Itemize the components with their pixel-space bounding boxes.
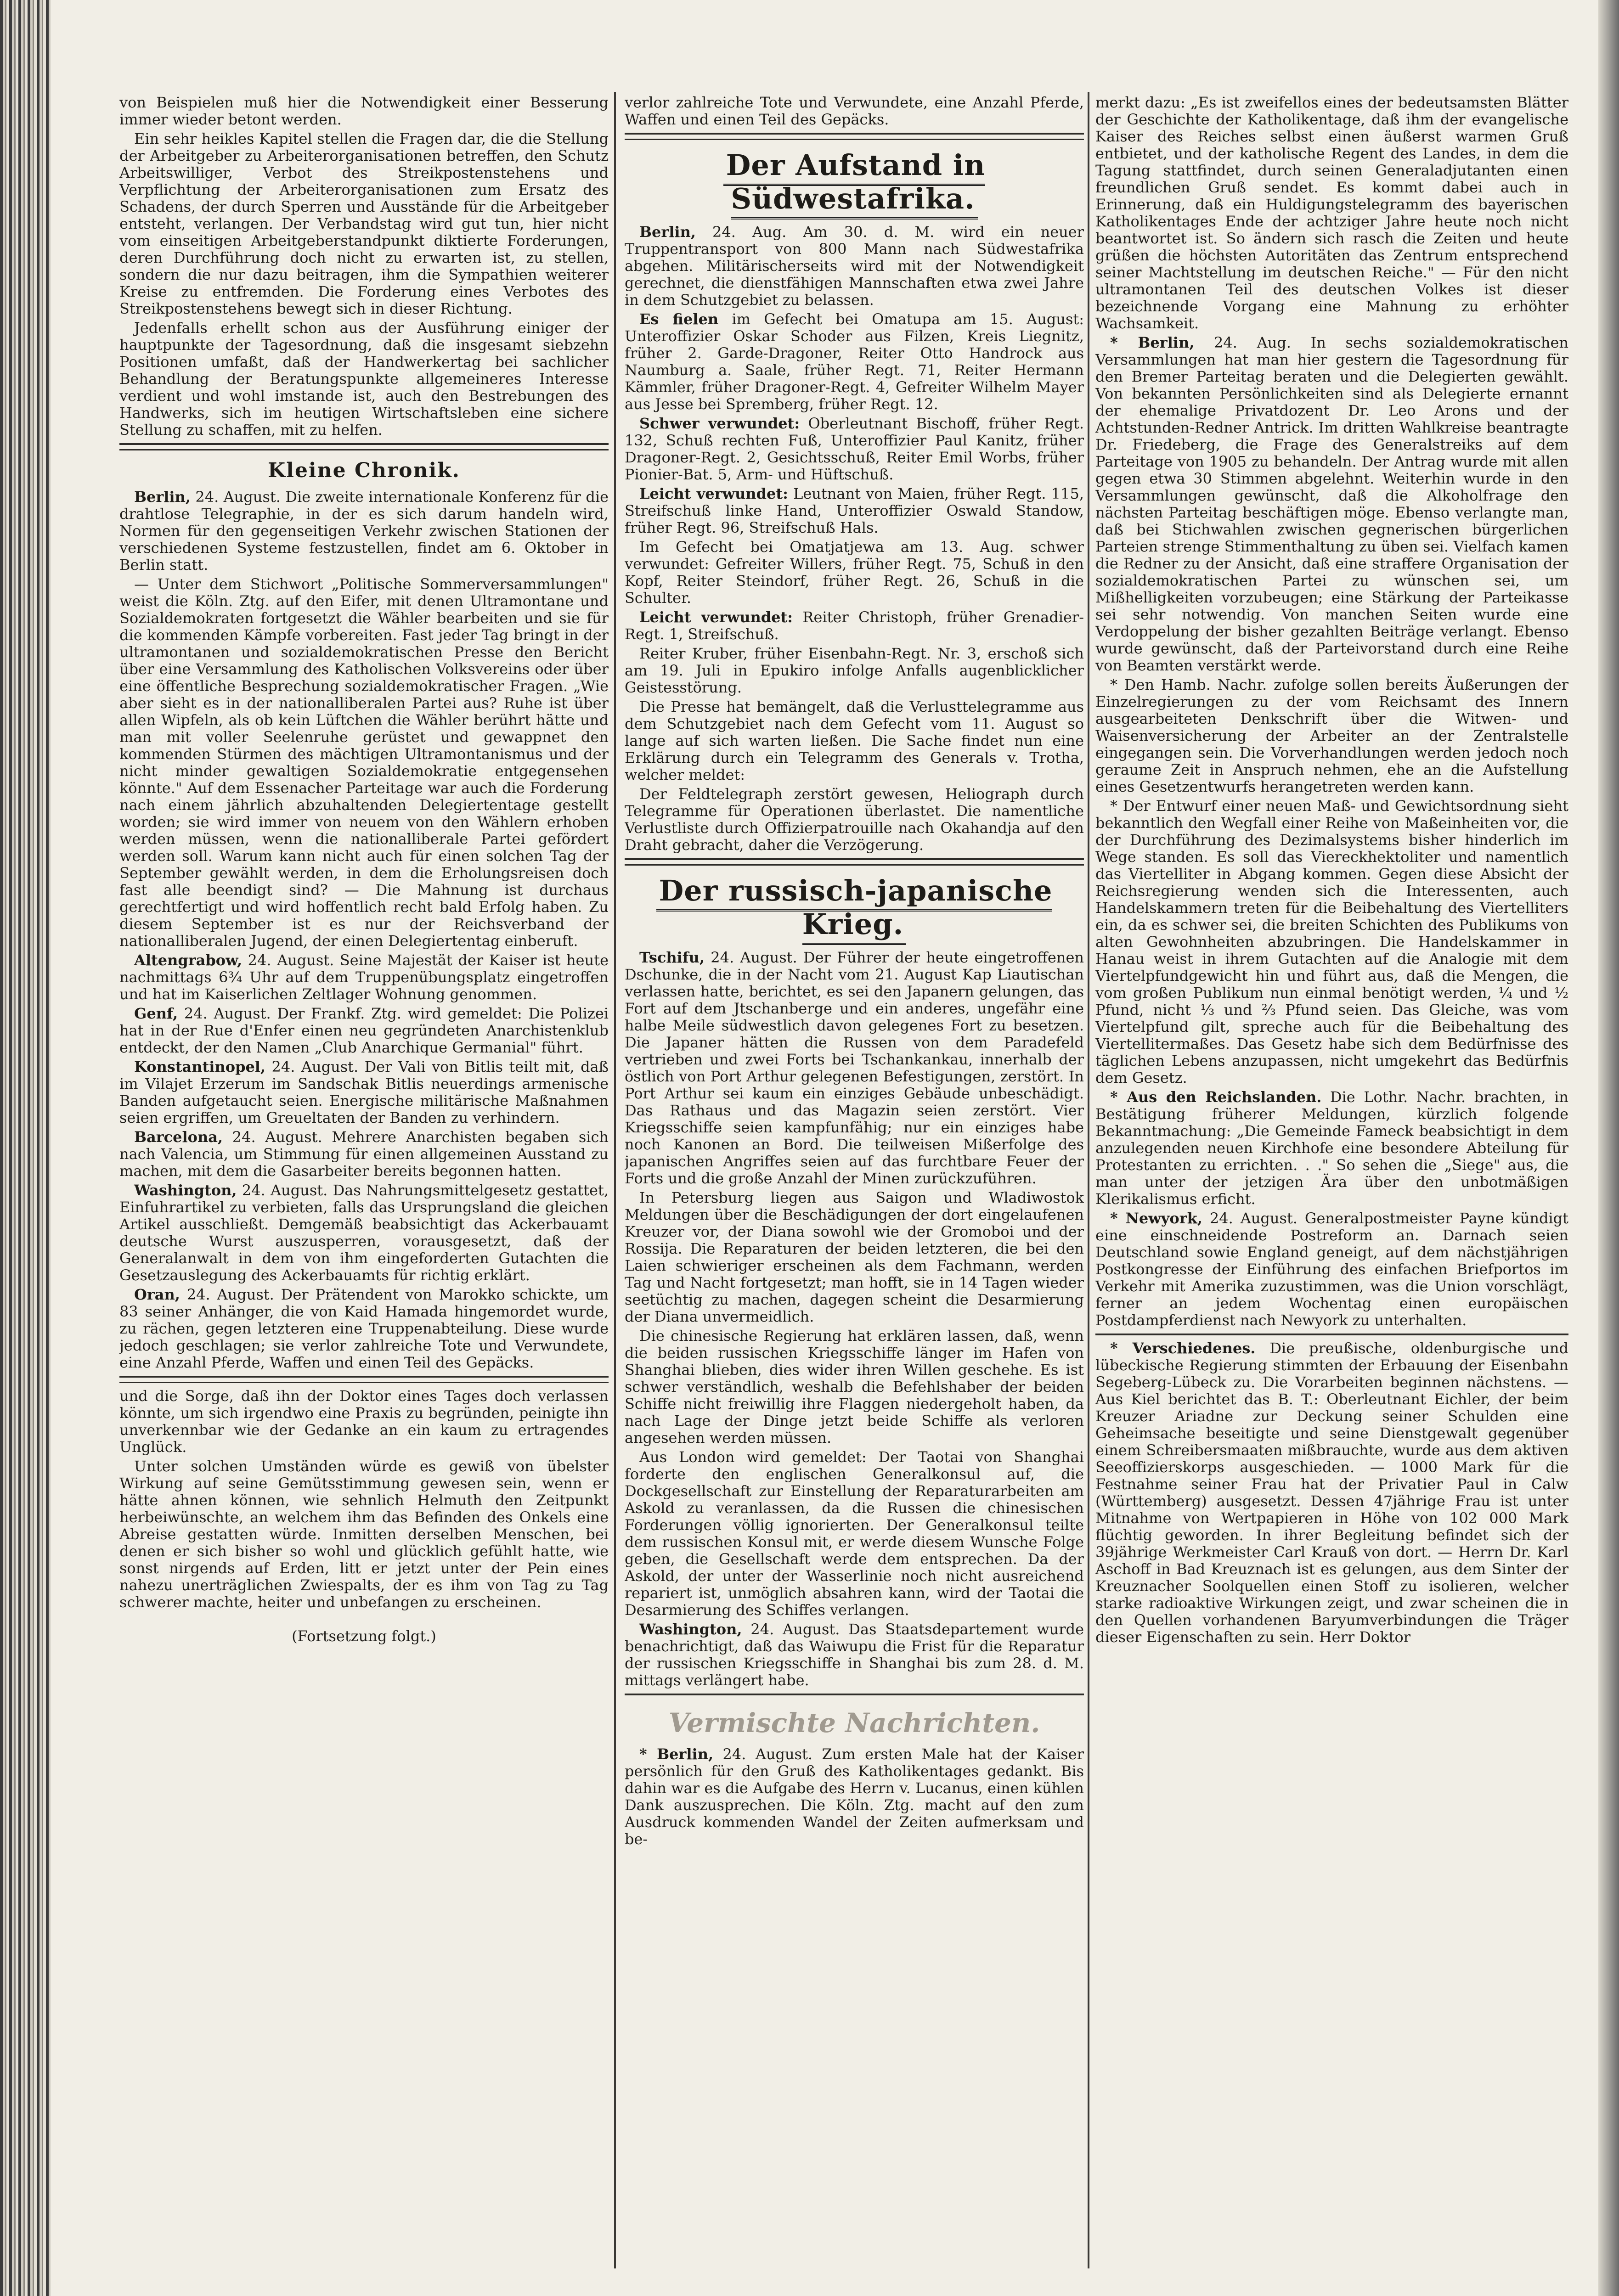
para-lead: * Newyork, — [1110, 1210, 1202, 1227]
news-item — [119, 1182, 609, 1284]
headline-krieg — [625, 874, 1084, 941]
para-text: 24. August. Der Vali von Bitlis teilt mit, daß im Vilajet Erzerum im Sandschak Bitlis neuerdings armenische Banden aufgetaucht seien. Energische militärische Maßnahmen seien ergriffen, um Greueltaten der Banden zu verhindern. — [119, 1058, 609, 1126]
para-text: 24. August. Der Führer der heute eingetroffenen Dschunke, die in der Nacht vom 21. August Kap Liautischan verlassen hatte, berichtet, es sei den Japanern gelungen, das Fort auf dem Jtschanberge und ein anderes, ungefähr eine halbe Meile südwestlich davon gelegenes Fort zu besetzen. Die Japaner hätten die Russen von dem Paradefeld vertrieben und zwei Forts bei Tschankankau, innerhalb der östlich von Port Arthur gelegenen Befestigungen, zerstört. In Port Arthur sei kaum ein einziges Gebäude unbeschädigt. Das Rathaus und das Magazin seien zerstört. Vier Kriegsschiffe seien kampfunfähig; nur ein einziges habe noch Kanonen an Bord. Die teilweisen Mißerfolge des japanischen Angriffes seien auf das furchtbare Feuer der Forts und die große Anzahl der Minen zurückzuführen. — [625, 949, 1084, 1187]
column-rule-2 — [1088, 92, 1089, 2268]
news-item — [119, 1286, 609, 1371]
column-2 — [625, 94, 1084, 2271]
para-text: Ein sehr heikles Kapitel stellen die Fragen dar, die die Stellung der Arbeitgeber zu Arbeiterorganisationen betreffen, den Schutz Arbeitswilliger, Verbot des Streikpostenstehens und Verpflichtung der Arbeiterorganisationen zum Ersatz des Schadens, der durch Sperren und Ausstände für die Arbeitgeber entsteht, verlangen. Der Verbandstag wird gut tun, hier nicht vom einseitigen Arbeitgeberstandpunkt diktierte Forderungen, deren Durchführung doch nicht zu erwarten ist, zu stellen, sondern die nur dazu beitragen, ihm die Sympathien weiterer Kreise zu entfremden. Die Forderung eines Verbotes des Streikpostenstehens bewegt sich in dieser Richtung. — [119, 130, 609, 317]
para-text: im Gefecht bei Omatupa am 15. August: Unteroffizier Oskar Schoder aus Filzen, Kreis Liegnitz, früher 2. Garde-Dragoner, Reiter Otto Handrock aus Naumburg a. Saale, früher Regt. 71, Reiter Hermann Kämmler, früher Dragoner-Regt. 4, Gefreiter Wilhelm Mayer aus Jesse bei Spremberg, früher Regt. 12. — [625, 310, 1084, 413]
para-text: In Petersburg liegen aus Saigon und Wladiwostok Meldungen über die Beschädigungen der dort eingelaufenen Kreuzer vor, der Diana sowohl wie der Gromoboi und der Rossija. Die Reparaturen der beiden letzteren, die bei den Laien schwieriger erscheinen als dem Fachmann, werden Tag und Nacht fortgesetzt; man hofft, sie in 14 Tagen wieder seetüchtig zu machen, dagegen scheint die Desarmierung der Diana unvermeidlich. — [625, 1189, 1084, 1325]
news-item — [1095, 798, 1568, 1086]
news-item — [625, 224, 1084, 309]
para-lead: Barcelona, — [134, 1128, 223, 1146]
serial-paragraph — [119, 1458, 609, 1611]
news-item — [119, 952, 609, 1003]
section-divider — [625, 133, 1084, 140]
news-item — [625, 415, 1084, 483]
para-lead: Leicht verwundet: — [639, 485, 788, 502]
news-item — [625, 1746, 1084, 1848]
news-item — [625, 539, 1084, 607]
para-text: * Der Entwurf einer neuen Maß- und Gewichtsordnung sieht bekanntlich den Wegfall einer Reihe von Maßeinheiten vor, die der Durchführung des Dezimalsystems bisher hinderlich im Wege standen. Es soll das Viereckhektoliter und namentlich das Viertelliter in Abgang kommen. Gegen diese Absicht der Reichsregierung wenden sich die Interessenten, auch Handelskammern treten für die Beibehaltung des Viertelliters ein, da es schwer sei, die breiten Schichten des Publikums von alten Gewohnheiten abzubringen. Die Handelskammer in Hanau weist in ihrem Gutachten auf die Analogie mit dem Viertelpfundgewicht hin und führt aus, daß die Mengen, die vom großen Publikum nun einmal benötigt werden, ¼ und ½ Pfund, nicht ⅓ und ⅔ Pfund seien. Das Gleiche, was vom Viertelpfund gilt, spreche auch für die Beibehaltung des Viertellitermaßes. Das Gesetz habe sich dem Bedürfnisse des täglichen Lebens anzupassen, nicht umgekehrt das Bedürfnis dem Gesetz. — [1095, 797, 1568, 1086]
article-paragraph — [119, 320, 609, 439]
column-1 — [119, 94, 609, 2271]
para-text: 24. Aug. Am 30. d. M. wird ein neuer Truppentransport von 800 Mann nach Südwestafrika abgehen. Militärischerseits wird mit der Notwendigkeit gerechnet, die dienstfähigen Mannschaften etwa zwei Jahre in dem Schutzgebiet zu belassen. — [625, 223, 1084, 309]
para-lead: Berlin, — [639, 223, 696, 241]
column-rule-1 — [614, 92, 616, 2268]
para-text: 24. Aug. In sechs sozialdemokratischen Versammlungen hat man hier gestern die Tagesordnung für den Bremer Parteitag beraten und die Delegierten gewählt. Von bekannten Persönlichkeiten sind als Delegierte ernannt der ehemalige Privatdozent Dr. Leo Arons und der Achtstunden-Redner Antrick. Im dritten Wahlkreise beantragte Dr. Friedeberg, die Frage des Generalstreiks auf dem Parteitage von 1905 zu behandeln. Der Antrag wurde mit allen gegen etwa 30 Stimmen abgelehnt. Weiterhin wurde in den Versammlungen gewünscht, daß die Alkoholfrage den nächsten Parteitag beschäftigen möge. Ebenso verlangte man, daß bei Stichwahlen zwischen gegnerischen bürgerlichen Parteien strenge Stimmenthaltung zu üben sei. Vielfach kamen die Redner zu der Ansicht, daß eine straffere Organisation der sozialdemokratischen Partei zu wünschen sei, um Mißhelligkeiten vorzubeugen; eine Stärkung der Parteikasse sei sehr notwendig. Von manchen Seiten wurde eine Verdoppelung der bisher gezahlten Beiträge verlangt. Ebenso wurde gewünscht, daß der Parteivorstand durch eine Reihe von Beamten verstärkt werde. — [1095, 334, 1568, 674]
section-divider — [1095, 1334, 1568, 1335]
para-text: Reiter Kruber, früher Eisenbahn-Regt. Nr. 3, erschoß sich am 19. Juli in Epukiro infolge Anfalls augenblicklicher Geistesstörung. — [625, 645, 1084, 696]
headline-vermischte — [625, 1707, 1084, 1739]
para-text: Leutnant von Maien, früher Regt. 115, Streifschuß linke Hand, Unteroffizier Oswald Standow, früher Regt. 96, Streifschuß Hals. — [625, 485, 1084, 536]
para-lead: Es fielen — [639, 310, 719, 328]
headline-vermischte-text: Vermischte Nachrichten. — [668, 1707, 1040, 1739]
para-text: Aus London wird gemeldet: Der Taotai von Shanghai forderte den englischen Generalkonsul auf, die Dockgesellschaft zur Einstellung der Reparaturarbeiten am Askold zu veranlassen, da die Russen die chinesischen Forderungen völlig ignorierten. Der Generalkonsul teilte dem russischen Konsul mit, er werde diesem Wunsche Folge geben, die Gesellschaft werde dem entsprechen. Da der Askold, der unter der Wasserlinie noch nicht ausreichend repariert ist, unmöglich absahren kann, wird der Taotai die Desarmierung des Schiffes verlangen. — [625, 1448, 1084, 1619]
para-text: 24. August. Das Nahrungsmittelgesetz gestattet, Einfuhrartikel zu verbieten, falls das Ursprungsland die gleichen Artikel ausschließt. Demgemäß beabsichtigt das Ackerbauamt deutsche Wurst auszusperren, vorausgesetzt, daß der Generalanwalt in dem von ihm eingeforderten Gutachten die Gesetzauslegung des Ackerbauamts für richtig erklärt. — [119, 1182, 609, 1284]
para-text: verlor zahlreiche Tote und Verwundete, eine Anzahl Pferde, Waffen und einen Teil des Gepäcks. — [625, 94, 1084, 128]
article-paragraph — [119, 94, 609, 128]
para-text: Im Gefecht bei Omatjatjewa am 13. Aug. schwer verwundet: Gefreiter Willers, früher Regt. 75, Schuß in den Kopf, Reiter Steindorf, früher Regt. 26, Schuß in die Schulter. — [625, 538, 1084, 607]
para-text: 24. August. Der Frankf. Ztg. wird gemeldet: Die Polizei hat in der Rue d'Enfer einen neu gegründeten Anarchistenklub entdeckt, der den Namen „Club Anarchique Germanial" führt. — [119, 1005, 609, 1056]
news-item — [625, 1449, 1084, 1619]
headline-aufstand — [625, 148, 1084, 215]
para-lead: Washington, — [134, 1182, 237, 1199]
news-item — [625, 645, 1084, 696]
para-lead: Konstantinopel, — [134, 1058, 266, 1075]
para-lead: Altengrabow, — [134, 951, 243, 969]
para-text: * Den Hamb. Nachr. zufolge sollen bereits Äußerungen der Einzelregierungen zu der vom Reichsamt des Innern ausgearbeiteten Denkschrift über die Witwen- und Waisenversicherung der Arbeiter an der Zentralstelle eingegangen sein. Die Vorverhandlungen werden jedoch noch geraume Zeit in Anspruch nehmen, ehe an die Aufstellung eines Gesetzentwurfs herangetreten werden kann. — [1095, 676, 1568, 795]
para-text: 24. August. Die zweite internationale Konferenz für die drahtlose Telegraphie, in der es sich darum handeln wird, Normen für den gegenseitigen Verkehr zwischen Stationen der verschiedenen Systeme festzustellen, findet am 6. Oktober in Berlin statt. — [119, 488, 609, 574]
para-text: 24. August. Generalpostmeister Payne kündigt eine einschneidende Postreform an. Darnach seien Deutschland sowie England geneigt, auf dem nächstjährigen Postkongresse der Einführung des einfachen Briefportos im Verkehr mit Amerika zuzustimmen, was die Union vorschlägt, ferner an jedem Wochentag einen europäischen Postdampferdienst nach Newyork zu unterhalten. — [1095, 1210, 1568, 1329]
para-text: Reiter Christoph, früher Grenadier-Regt. 1, Streifschuß. — [625, 608, 1084, 643]
section-divider — [625, 1694, 1084, 1695]
news-item — [625, 786, 1084, 854]
news-item — [119, 1058, 609, 1126]
page-edge — [1598, 0, 1619, 2296]
news-item — [1095, 334, 1568, 674]
news-item — [119, 576, 609, 950]
para-lead: Schwer verwundet: — [639, 415, 800, 432]
continued-note: (Fortsetzung folgt.) — [292, 1627, 436, 1645]
para-text: 24. August. Seine Majestät der Kaiser ist heute nachmittags 6¾ Uhr auf dem Truppenübungsplatz eingetroffen und hat im Kaiserlichen Zeltlager Wohnung genommen. — [119, 951, 609, 1003]
section-divider — [119, 1376, 609, 1383]
news-item — [119, 1005, 609, 1056]
headline-aufstand-text: Der Aufstand in Südwestafrika. — [723, 148, 986, 219]
para-text: Die chinesische Regierung hat erklären lassen, daß, wenn die beiden russischen Kriegsschiffe länger im Hafen von Shanghai blieben, dies wider ihren Willen geschehe. Es ist schwer verständlich, weshalb die Befehlshaber der beiden Schiffe nicht freiwillig ihre Flaggen niedergeholt haben, da nach Lage der Dinge jetzt beide Schiffe als verloren angesehen werden müssen. — [625, 1327, 1084, 1446]
news-item — [625, 1189, 1084, 1325]
para-text: Die preußische, oldenburgische und lübeckische Regierung stimmten der Erbauung der Eisenbahn Segeberg-Lübeck zu. Die Vorarbeiten beginnen nächstens. — Aus Kiel berichtet das B. T.: Oberleutnant Eichler, der beim Kreuzer Ariadne zur Deckung seiner Schulden eine Geheimsache beseitigte und seine Dienstgewalt gegenüber einem Schreibersmaaten mißbrauchte, wurde aus dem aktiven Seeoffizierskorps ausgeschieden. — 1000 Mark für die Festnahme seiner Frau hat der Privatier Paul in Calw (Württemberg) ausgesetzt. Dessen 47jährige Frau ist unter Mitnahme von Wertpapieren in Höhe von 102 000 Mark flüchtig geworden. In ihrer Begleitung befindet sich der 39jährige Werkmeister Carl Krauß von dort. — Herrn Dr. Karl Aschoff in Bad Kreuznach ist es gelungen, aus dem Sinter der Kreuznacher Soolquellen einen Stoff zu isolieren, welcher starke radioaktive Wirkungen zeigt, und zwar scheinen die in den Quellen vorhandenen Baryumverbindungen die Träger dieser Eigenschaften zu sein. Herr Doktor — [1095, 1339, 1568, 1646]
news-item — [1095, 94, 1568, 332]
para-text: 24. August. Mehrere Anarchisten begaben sich nach Valencia, um Stimmung für einen allgemeinen Ausstand zu machen, mit dem die Gasarbeiter bereits begonnen hatten. — [119, 1128, 609, 1180]
carry-over-paragraph — [625, 94, 1084, 128]
para-lead: * Berlin, — [639, 1745, 714, 1763]
para-lead: Oran, — [134, 1286, 180, 1303]
news-item — [1095, 1340, 1568, 1646]
news-item — [625, 698, 1084, 783]
para-text: von Beispielen muß hier die Notwendigkeit einer Besserung immer wieder betont werden. — [119, 94, 609, 128]
para-text: 24. August. Das Staatsdepartement wurde benachrichtigt, daß das Waiwupu die Frist für die Reparatur der russischen Kriegsschiffe in Shanghai bis zum 28. d. M. mittags verlängert habe. — [625, 1621, 1084, 1689]
para-lead: Genf, — [134, 1005, 178, 1022]
headline-krieg-text: Der russisch-japanische Krieg. — [656, 874, 1053, 945]
column-3 — [1095, 94, 1568, 2271]
para-text: Die Lothr. Nachr. brachten, in Bestätigung früherer Meldungen, kürzlich folgende Bekanntmachung: „Die Gemeinde Fameck beabsichtigt in dem anzulegenden neuen Kirchhofe eine besondere Abteilung für Protestanten zu errichten. . ." So sehen die „Siege" aus, die man unter der jetzigen Ära über den unbotmäßigen Klerikalismus erficht. — [1095, 1088, 1568, 1208]
para-lead: * Verschiedenes. — [1110, 1339, 1256, 1357]
news-item — [625, 485, 1084, 536]
para-text: Die Presse hat bemängelt, daß die Verlusttelegramme aus dem Schutzgebiet nach dem Gefecht vom 11. August so lange auf sich warten ließen. Die Sache findet nun eine Erklärung durch ein Telegramm des Generals v. Trotha, welcher meldet: — [625, 698, 1084, 783]
article-paragraph — [119, 130, 609, 317]
serial-paragraph — [119, 1388, 609, 1456]
news-item — [625, 1328, 1084, 1446]
section-heading-kleine-chronik — [119, 459, 609, 482]
para-lead: Leicht verwundet: — [639, 608, 793, 626]
news-item — [119, 1129, 609, 1180]
para-lead: * Berlin, — [1110, 334, 1195, 351]
news-item — [1095, 1210, 1568, 1329]
news-item — [625, 1621, 1084, 1689]
para-text: Unter solchen Umständen würde es gewiß von übelster Wirkung auf seine Gemütsstimmung gewesen sein, wenn er hätte ahnen können, wie sehnlich Helmuth den Zeitpunkt herbeiwünschte, an welchem ihm das Befinden des Onkels eine Abreise gestatten würde. Inmitten derselben Menschen, bei denen er sich bisher so wohl und glücklich gefühlt hatte, wie sonst nirgends auf Erden, litt er jetzt unter der Pein eines nahezu unerträglichen Zwiespalts, der es ihm von Tag zu Tag schwerer machte, heiter und unbefangen zu erscheinen. — [119, 1458, 609, 1611]
para-lead: * Aus den Reichslanden. — [1110, 1088, 1322, 1106]
para-text: Jedenfalls erhellt schon aus der Ausführung einiger der hauptpunkte der Tagesordnung, daß die insgesamt siebzehn Positionen umfaßt, daß der Handwerkertag bei sachlicher Behandlung der Beratungspunkte allgemeineres Interesse verdient und wohl imstande ist, auch den Bestrebungen des Handwerks, sich im heutigen Wirtschaftsleben eine sichere Stellung zu schaffen, mit zu helfen. — [119, 319, 609, 439]
news-item — [625, 609, 1084, 643]
section-heading-kleine-chronik-text: Kleine Chronik. — [267, 459, 461, 482]
news-item — [1095, 676, 1568, 795]
para-lead: Washington, — [639, 1621, 742, 1638]
section-divider — [119, 443, 609, 450]
para-lead: Tschifu, — [639, 949, 705, 966]
news-item — [119, 489, 609, 574]
para-text: — Unter dem Stichwort „Politische Sommerversammlungen" weist die Köln. Ztg. auf den Eifer, mit denen Ultramontane und Sozialdemokraten fortgesetzt die Wähler bearbeiten und sie für die kommenden Kämpfe vorbereiten. Fast jeder Tag bringt in der ultramontanen und sozialdemokratischen Presse den Bericht über eine Versammlung des Katholischen Volksvereins oder über eine öffentliche Besprechung sozialdemokratischer Fragen. „Wie aber sieht es in der nationalliberalen Partei aus? Ruhe ist über allen Wipfeln, als ob kein Lüftchen die Wähler berührt hätte und man mit voller Seelenruhe gerüstet und gewappnet den kommenden Stürmen des mächtigen Ultramontanismus und der nicht minder gewaltigen Sozialdemokratie entgegensehen könnte." Auf dem Essenacher Parteitage war auch die Forderung nach einem jährlich abzuhaltenden Delegiertentage gestellt worden; sie wird immer von neuem von den Wählern erhoben werden müssen, wenn die nationalliberale Partei gefördert werden soll. Warum kann nicht auch für einen solchen Tag der September gewählt werden, in dem die Erholungsreisen doch fast alle beendigt sind? — Die Mahnung ist durchaus gerechtfertigt und wird hoffentlich recht bald Erfolg haben. Zu diesem September ist es nur der Reichsverband der nationalliberalen Jugend, der einen Delegiertentag einberuft. — [119, 575, 609, 950]
section-divider — [625, 858, 1084, 866]
news-item — [625, 311, 1084, 413]
news-item — [625, 949, 1084, 1187]
para-text: und die Sorge, daß ihn der Doktor eines Tages doch verlassen könnte, um sich irgendwo eine Praxis zu begründen, peinigte ihn unverkennbar wie der Gedanke an ein kaum zu ertragendes Unglück. — [119, 1387, 609, 1456]
news-item — [1095, 1089, 1568, 1208]
book-binding — [0, 0, 51, 2296]
para-text: merkt dazu: „Es ist zweifellos eines der bedeutsamsten Blätter der Geschichte der Katholikentage, daß ihm der evangelische Kaiser des Reiches selbst einen äußerst warmen Gruß entbietet, und der katholische Regent des Landes, in dem die Tagung stattfindet, durch seinen Generaladjutanten einen freundlichen Gruß sendet. Es kommt dabei auch in Erinnerung, daß ein Huldigungstelegramm des bayerischen Katholikentages Ende der achtziger Jahre heute noch nicht beantwortet ist. So ändern sich rasch die Zeiten und heute grüßen die höchsten Autoritäten das Zentrum entsprechend seiner Machtstellung im deutschen Reiche." — Für den nicht ultramontanen Teil des deutschen Volkes ist dieser bezeichnende Vorgang eine Mahnung zu erhöhter Wachsamkeit. — [1095, 94, 1568, 332]
para-text: Oberleutnant Bischoff, früher Regt. 132, Schuß rechten Fuß, Unteroffizier Paul Kanitz, früher Dragoner-Regt. 2, Gesichtsschuß, Reiter Emil Worbs, früher Pionier-Bat. 5, Arm- und Hüftschuß. — [625, 415, 1084, 483]
para-text: Der Feldtelegraph zerstört gewesen, Heliograph durch Telegramme für Operationen überlastet. Die namentliche Verlustliste durch Offizierpatrouille nach Okahandja auf den Draht gebracht, daher die Verzögerung. — [625, 785, 1084, 854]
para-lead: Berlin, — [134, 488, 191, 506]
para-text: 24. August. Der Prätendent von Marokko schickte, um 83 seiner Anhänger, die von Kaid Hamada hingemordet wurde, zu rächen, gegen letzteren eine Truppenabteilung. Diese wurde jedoch geschlagen; sie verlor zahlreiche Tote und Verwundete, eine Anzahl Pferde, Waffen und einen Teil des Gepäcks. — [119, 1286, 609, 1371]
para-text: 24. August. Zum ersten Male hat der Kaiser persönlich für den Gruß des Katholikentages gedankt. Bis dahin war es die Aufgabe des Herrn v. Lucanus, einen kühlen Dank auszusprechen. Die Köln. Ztg. macht auf den zum Ausdruck kommenden Wandel der Zeiten aufmerksam und be- — [625, 1745, 1084, 1848]
